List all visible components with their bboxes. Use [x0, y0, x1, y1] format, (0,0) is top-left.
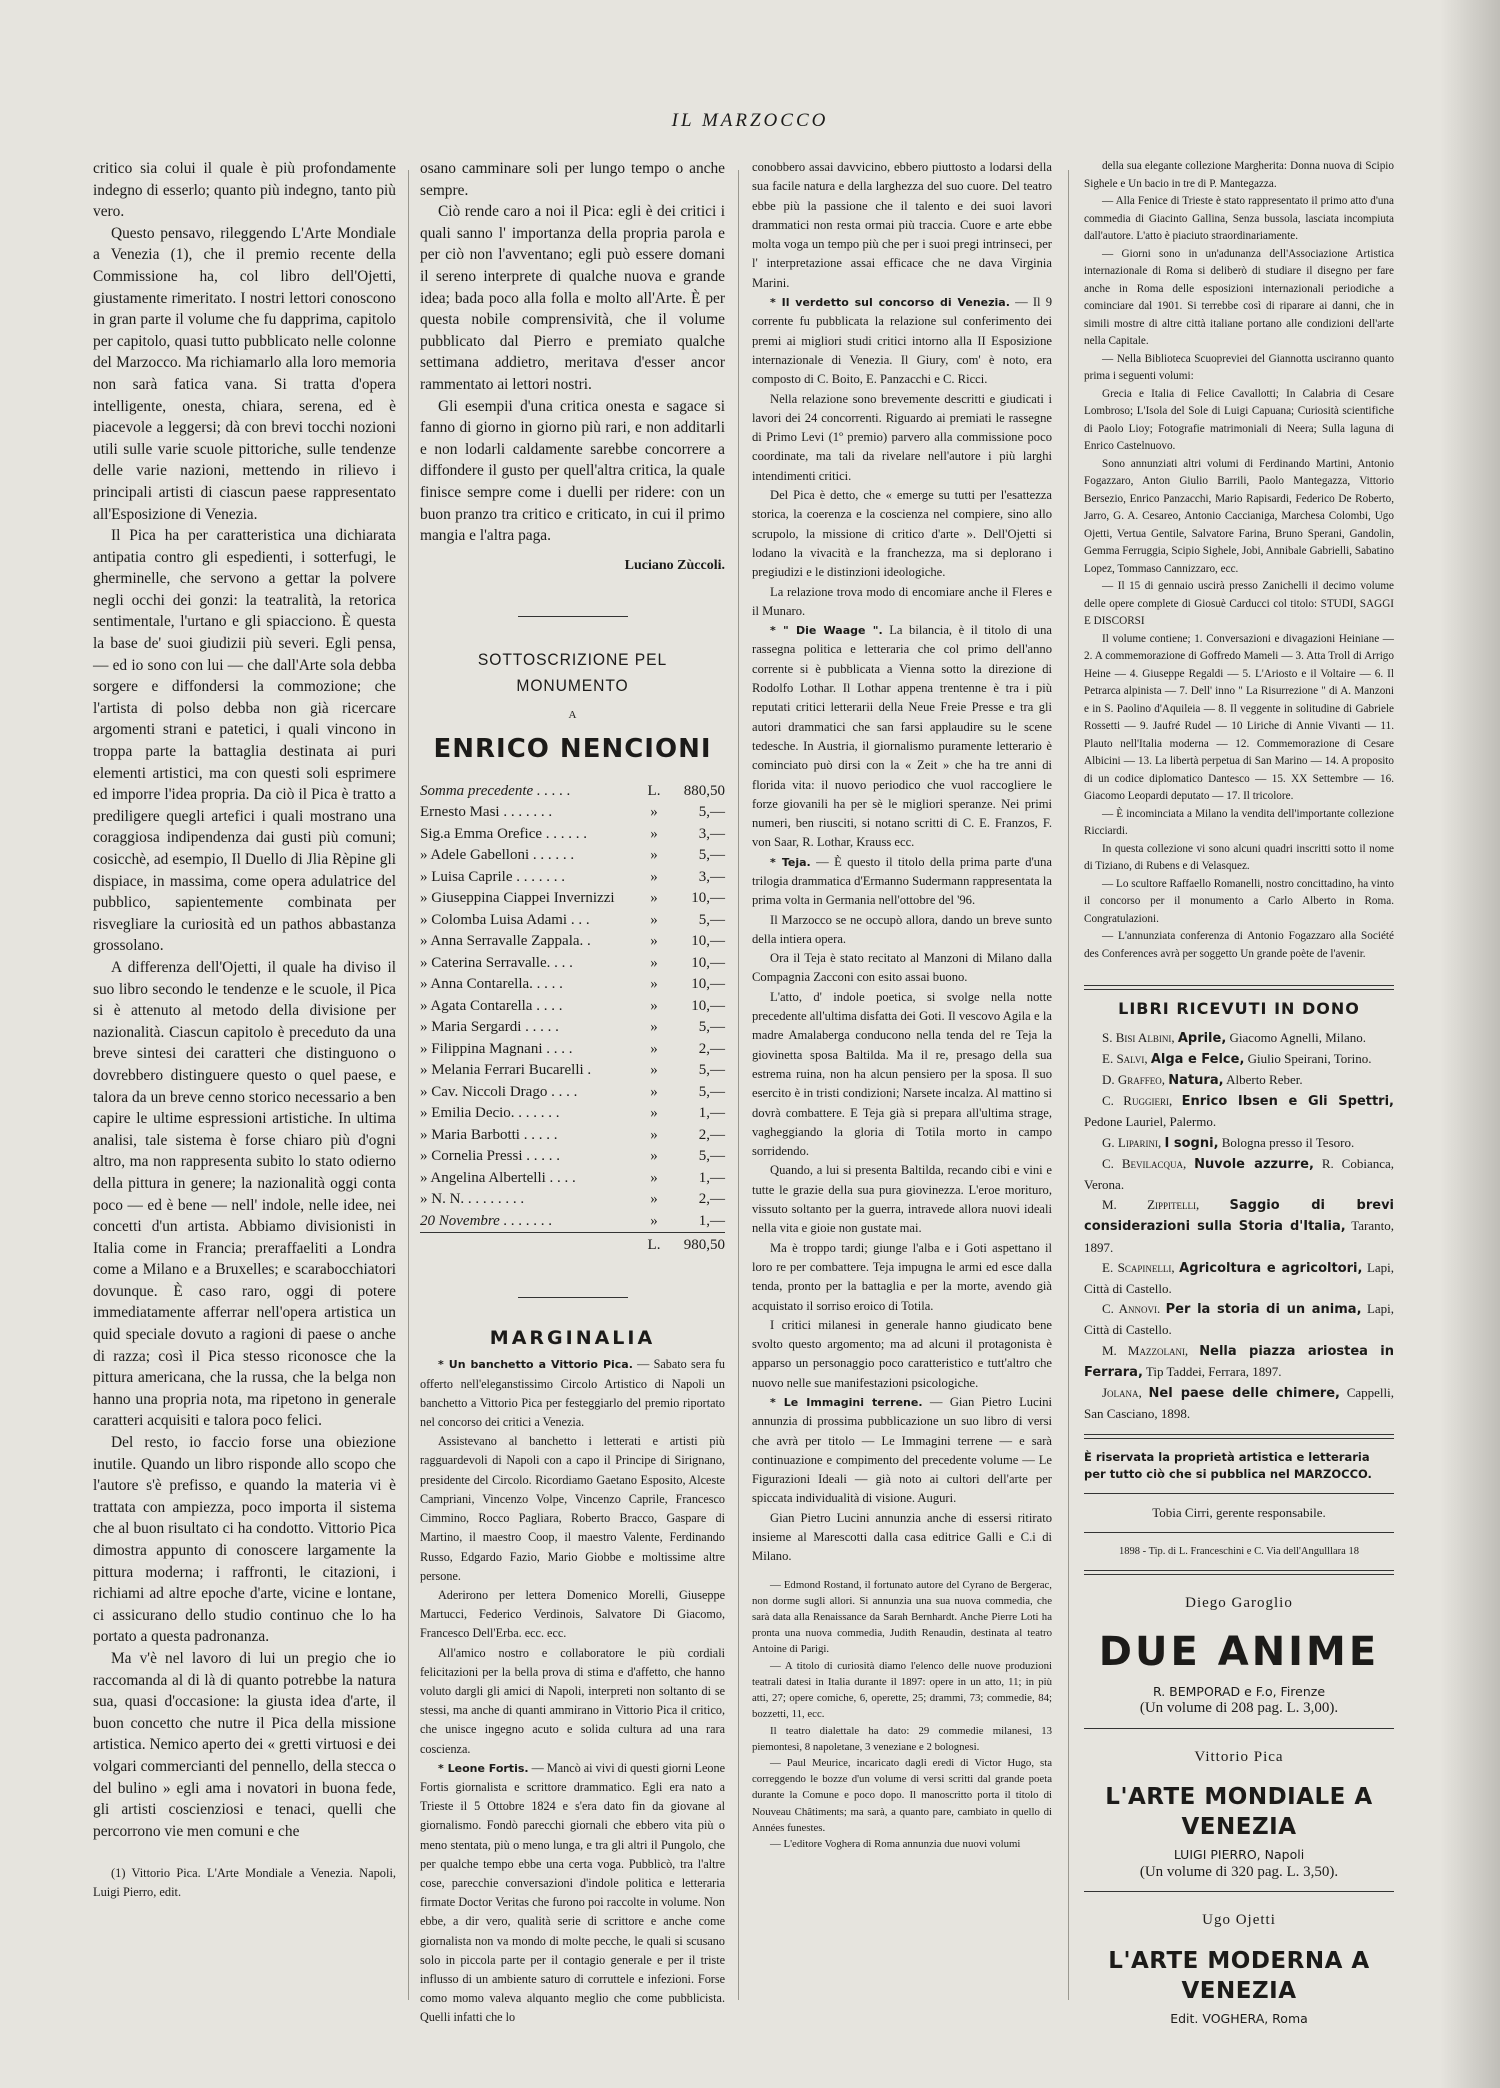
masthead: IL MARZOCCO [671, 110, 829, 131]
subscription-row [420, 1189, 725, 1211]
book-publisher: Lapi, Città di Castello. [1084, 1259, 1395, 1296]
subscription-row [420, 931, 725, 953]
book-entry [1084, 1341, 1394, 1383]
article-paragraph [752, 1393, 1052, 1509]
currency-mark: » [650, 976, 658, 993]
article-paragraph: A differenza dell'Ojetti, il quale ha diviso il suo libro secondo le tendenze e le scuole, il Pica si è attenuto al metodo della divisione per nazionalità. Ciascun capitolo è preceduto da una breve sintesi dei caratteri che distinguono o dovrebbero distinguere questo o quel paese, e talora da un breve cenno storico necessario a ben capire le ultime espressioni artistiche. In ultima analisi, tale sistema è forse chiaro più d'ogni altro, ma non rappresenta subito lo stato odierno della pittura in genere; la nazionalità oggi conta poco — ed è bene — nell' indole, nelle idee, nei concetti d'un artista. Abbiamo divisionisti in Italia come in Francia; preraffaeliti a Londra come a Milano e a Bruxelles; e scarabocchiatori dovunque. È caso raro, oggi di potere immediatamente afferrar nell'opera artistica un quid speciale dovuto a ragioni di paese o anche di razza; così il Pica stesso riconosce che la pittura americana, che la russa, che la belga non hanno una propria nota, ma ripetono in generale caratteri acquisiti e talora poco felici. [93, 958, 396, 1430]
ad-author: Ugo Ojetti [1202, 1912, 1276, 1929]
marginalia-list [420, 1355, 725, 2027]
amount: 880,50 [683, 782, 725, 799]
subscription-row [420, 996, 725, 1018]
brief-note: della sua elegante collezione Margherita: Donna nuova di Scipio Sighele e Un bacio in tre di P. Mantegazza. [1084, 160, 1394, 190]
subscription-heading: SOTTOSCRIZIONE PEL MONUMENTO [477, 650, 668, 696]
section-divider [1084, 985, 1394, 990]
amount: 5,— [698, 847, 725, 864]
marginalia-text: — Mancò ai vivi di questi giorni Leone Fortis giornalista e scrittore drammatico. Egli era nato a Trieste il 5 Ottobre 1824 e s'era dato fin da giovane al giornalismo. Fondò parecchi giornali che ebbero vita più o meno stentata, più o meno lunga, e tra gli altri il Pungolo, che per qualche tempo ebbe una certa voga. Pubblicò, tra l'altre cose, parecchie conversazioni d'indole politica e letteraria firmate Doctor Veritas che furono poi raccolte in volume. Non ebbe, a dir vero, qualità serie di scrittore e anche come giornalista non va mondo di molte pecche, le quali si scusano solo in piccola parte per il contagio generale e per il triste influsso di un ambiente saturo di corruttele e infezioni. Forse como momo valeva alquanto meglio che come pubblicista. Quelli infatti che lo [420, 1760, 725, 2025]
amount: 5,— [698, 1062, 725, 1079]
book-author: E. Salvi, [1102, 1050, 1148, 1066]
currency-mark: » [650, 1019, 658, 1036]
amount: 2,— [698, 1040, 725, 1057]
book-publisher: Taranto, 1897. [1084, 1218, 1395, 1255]
article-paragraph: Del resto, io faccio forse una obiezione inutile. Quando un libro risponde allo scopo che l'autore s'è prefisso, e quando la materia vi è trattata con ampiezza, poco importa il sistema che al buon risultato ci ha condotto. Vittorio Pica dimostra appunto di conoscere largamente la pittura moderna; i raffronti, le citazioni, i richiami ad altre epoche d'arte, vicine e lontane, ci assicurano dello studio continuo che lo ha portato a questa padronanza. [93, 1434, 396, 1646]
subscription-row [420, 1017, 725, 1039]
currency-mark: » [650, 1148, 658, 1165]
book-publisher: Giacomo Agnelli, Milano. [1229, 1029, 1367, 1045]
ad-publisher: LUIGI PIERRO, Napoli [1173, 1847, 1305, 1863]
subscription-row [420, 953, 725, 975]
currency-mark: » [650, 890, 658, 907]
currency-mark: » [650, 997, 658, 1014]
book-title: Nella piazza ariostea in Ferrara, [1084, 1343, 1394, 1380]
amount: 10,— [691, 890, 725, 907]
article-paragraph: Ma v'è nel lavoro di lui un pregio che io raccomanda al di là di quanto potrebbe la natura sua, quasi d'occasione: la giusta idea d'arte, il buon concetto che nutre il Pica della missione artistica. Nemico aperto dei « gretti virtuosi e dei volgari commercianti del pennello, della stecca o del bulino » egli ama i novatori in buona fede, gli artisti coscienziosi e tenaci, quelli che percorrono vie men comuni e che [93, 1649, 396, 1840]
book-entry [1084, 1195, 1394, 1258]
book-publisher: R. Cobianca, Verona. [1084, 1155, 1395, 1192]
amount: 2,— [698, 1191, 725, 1208]
news-text: conobbero assai davvicino, ebbero piuttosto a lodarsi della sua facile natura e della larghezza del suo cuore. Del teatro ebbe più la passione che il talento e dei suoi lavori drammatici non resta ormai più traccia. Cuore e arte ebbe molta voga un tempo più che per i suoi pregi intrinseci, per l' interpretazione assai efficace che ne dava Virginia Marini. [752, 160, 1052, 290]
news-text: — Gian Pietro Lucini annunzia di prossima pubblicazione un suo libro di versi che avrà per titolo — Le Immagini terrene — e sarà continuazione e compimento del precedente volume — Le Figurazioni Ideali — già noto ai cultori dell'arte per spiccata individualità di visione. Auguri. [752, 1395, 1052, 1506]
ad-author: Diego Garoglio [1185, 1595, 1293, 1612]
brief-note: Grecia e Italia di Felice Cavallotti; In Calabria di Cesare Lombroso; L'Isola del Sole di Luigi Capuana; Curiosità scientifiche di Paolo Lioy; Fotografie matrimoniali di Neera; Sulla laguna di Enrico Castelnuovo. [1084, 387, 1394, 452]
brief-note: — Nella Biblioteca Scuopreviei del Giannotta usciranno quanto prima i seguenti volumi: [1084, 352, 1394, 382]
footnote: (1) Vittorio Pica. L'Arte Mondiale a Venezia. Napoli, Luigi Pierro, edit. [93, 1866, 396, 1900]
book-author: S. Bisi Albini, [1102, 1029, 1175, 1045]
marginalia-item [420, 1355, 725, 1432]
subscriber-name: » Anna Serravalle Zappala. . [420, 933, 591, 950]
book-entry [1084, 1049, 1394, 1070]
news-lead: * Il verdetto sul concorso di Venezia. [770, 296, 1010, 310]
book-title: Per la storia di un anima, [1165, 1302, 1362, 1318]
currency-mark: » [650, 1083, 658, 1100]
marginalia-text: All'amico nostro e collaboratore le più cordiali felicitazioni per la bella prova di stima e d'affetto, che hanno voluto dargli gli amici di Napoli, interpreti non soltanto di se stessi, ma anche di quanti ammirano in Vittorio Pica il critico, che unisce ingegno acuto e solida cultura ad una rara coscienza. [420, 1645, 725, 1756]
subscriber-name: » Angelina Albertelli . . . . [420, 1169, 576, 1186]
subscription-table [420, 781, 725, 1257]
book-entry [1084, 1299, 1394, 1340]
book-author: Jolana, [1102, 1384, 1142, 1400]
article-paragraph [752, 853, 1052, 911]
article-paragraph [752, 486, 1052, 582]
book-author: E. Scapinelli, [1102, 1259, 1175, 1275]
news-text: Gian Pietro Lucini annunzia anche di essersi ritirato insieme al Marescotti dalla casa editrice Galli e C.i di Milano. [752, 1510, 1052, 1564]
column-rule [408, 170, 409, 2000]
section-divider [518, 616, 628, 617]
ad-title: L'ARTE MODERNA A VENEZIA [1108, 1947, 1370, 2004]
article-paragraph [752, 158, 1052, 293]
currency-mark: » [650, 1169, 658, 1186]
book-entry [1084, 1091, 1394, 1132]
marginalia-heading: MARGINALIA [489, 1326, 656, 1349]
subscriber-name: » Filippina Magnani . . . . [420, 1040, 573, 1057]
tipografia-line: 1898 - Tip. di L. Franceschini e C. Via dell'Angulllara 18 [1119, 1545, 1359, 1557]
marginalia-lead: * Un banchetto a Vittorio Pica. [438, 1358, 633, 1372]
currency-mark: » [650, 1126, 658, 1143]
subscription-row [420, 974, 725, 996]
book-entry [1084, 1383, 1394, 1424]
ad-title: DUE ANIME [1098, 1628, 1380, 1675]
ad-publisher: Edit. VOGHERA, Roma [1170, 2010, 1308, 2026]
amount: 5,— [698, 1083, 725, 1100]
brief-note: — Edmond Rostand, il fortunato autore del Cyrano de Bergerac, non dorme sugli allori. Si annunzia una sua nuova commedia, che sarà data alla Renaissance da Sarah Bernhardt. Anche Pierre Loti ha pronta una nuova commedia, Judith Renaudin, destinata al teatro Antoine di Parigi. [752, 1578, 1052, 1656]
news-lead: * Le Immagini terrene. [770, 1396, 923, 1409]
book-publisher: Cappelli, San Casciano, 1898. [1084, 1384, 1394, 1422]
news-text: — È questo il titolo della prima parte d'una trilogia drammatica d'Ermanno Sudermann rappresentata la prima volta in Germania nell'ottobre del '96. [752, 854, 1052, 908]
ad-due-anime [1084, 1595, 1394, 1718]
article-paragraph [752, 293, 1052, 389]
rights-notice: È riservata la proprietà artistica e letteraria per tutto ciò che si pubblica nel MARZOCCO. [1084, 1450, 1372, 1482]
subscription-row [420, 824, 725, 846]
book-publisher: Lapi, Città di Castello. [1084, 1301, 1395, 1338]
total-amount: 980,50 [665, 1233, 725, 1257]
column-4 [1084, 158, 1395, 2026]
subscriber-name: » Agata Contarella . . . . [420, 997, 563, 1014]
article-paragraph: osano camminare soli per lungo tempo o anche sempre. [420, 160, 725, 199]
marginalia-text: Assistevano al banchetto i letterati e artisti più ragguardevoli di Napoli con a capo il Principe di Sirignano, presidente del Circolo. Ricordiamo Gaetano Esposito, Alceste Campriani, Vincenzo Volpe, Vincenzo Caprile, Francesco Cimmino, Rocco Pagliara, Roberto Bracco, Gaspare di Martino, il maestro Coop, il maestro Valente, Ferdinando Russo, Edgardo Fazio, Mario Giobbe e moltissime altre persone. [420, 1434, 725, 1583]
book-title: Nel paese delle chimere, [1148, 1385, 1340, 1401]
subscriber-name: Somma precedente . . . . . [420, 782, 571, 799]
article-paragraph [752, 1316, 1052, 1393]
book-author: C. Ruggieri, [1102, 1093, 1173, 1109]
article-paragraph [752, 911, 1052, 950]
section-divider [1084, 1728, 1394, 1729]
book-title: Nuvole azzurre, [1194, 1156, 1314, 1172]
column-3-items [752, 158, 1052, 1567]
brief-note: — Il 15 di gennaio uscirà presso Zanichelli il decimo volume delle opere complete di Giosuè Carducci col titolo: STUDI, SAGGI E DISCORSI [1084, 580, 1394, 627]
libri-list [1084, 1028, 1394, 1425]
book-publisher: Alberto Reber. [1226, 1071, 1303, 1087]
article-paragraph [752, 988, 1052, 1162]
subscriber-name: » Caterina Serravalle. . . . [420, 954, 573, 971]
news-lead: * " Die Waage ". [770, 624, 883, 638]
subscriber-name: » Melania Ferrari Bucarelli . [420, 1062, 592, 1079]
subscriber-name: Ernesto Masi . . . . . . . [420, 804, 553, 821]
brief-note: — È incominciata a Milano la vendita dell'importante collezione Ricciardi. [1084, 807, 1394, 837]
ad-arte-moderna [1084, 1912, 1394, 2027]
subscription-row [420, 1039, 725, 1061]
subscription-row [420, 1168, 725, 1190]
article-paragraph: critico sia colui il quale è più profondamente indegno di esserlo; quanto più indegno, tanto più vero. [93, 160, 396, 221]
currency-mark: » [650, 933, 658, 950]
currency-mark: » [650, 1105, 658, 1122]
subscriber-name: » Cornelia Pressi . . . . . [420, 1148, 560, 1165]
article-paragraph [752, 1509, 1052, 1567]
column-2 [420, 158, 725, 2025]
section-divider [1084, 1532, 1394, 1533]
amount: 2,— [698, 1126, 725, 1143]
section-divider [518, 1297, 628, 1298]
brief-note: — Alla Fenice di Trieste è stato rappresentato il primo atto d'una commedia di Giacinto Gallina, Senza bussola, lasciata incompiuta dall'autore. L'atto è piaciuto straordinariamente. [1084, 195, 1394, 242]
subscriber-name: 20 Novembre . . . . . . . [420, 1212, 553, 1229]
book-title: I sogni, [1164, 1135, 1219, 1151]
brief-note: Il teatro dialettale ha dato: 29 commedie milanesi, 13 piemontesi, 8 napoletane, 3 veneziane e 2 bolognesi. [752, 1724, 1052, 1753]
column-1 [93, 158, 396, 2008]
book-author: G. Liparini, [1102, 1134, 1162, 1150]
amount: 5,— [698, 804, 725, 821]
currency-mark: » [650, 954, 658, 971]
amount: 3,— [698, 868, 725, 885]
currency-mark: » [650, 825, 658, 842]
currency-mark: L. [643, 1233, 665, 1257]
news-text: Quando, a lui si presenta Baltilda, recando cibi e vini e tutte le grazie della sua pura giovinezza. L'eroe morituro, vissuto soltanto per la guerra, intravede allora nuovi ideali nella vita e gioie non gustate mai. [752, 1163, 1052, 1236]
book-title: Aprile, [1177, 1030, 1227, 1046]
amount: 10,— [691, 976, 725, 993]
subscription-name: ENRICO NENCIONI [433, 733, 712, 764]
brief-note: — A titolo di curiosità diamo l'elenco delle nuove produzioni teatrali datesi in Italia durante il 1897: opere in un atto, 11; in più atti, 27; opere comiche, 6, operette, 25; drammi, 73; commedie, 84; bozzetti, 11, ecc. [752, 1659, 1052, 1721]
book-publisher: Pedone Lauriel, Palermo. [1084, 1114, 1217, 1130]
section-divider [1084, 1891, 1394, 1892]
article-paragraph [752, 390, 1052, 486]
subscriber-name: » Cav. Niccoli Drago . . . . [420, 1083, 578, 1100]
amount: 5,— [698, 911, 725, 928]
subscription-row [420, 888, 725, 910]
book-publisher: Bologna presso il Tesoro. [1221, 1134, 1355, 1150]
book-entry [1084, 1154, 1394, 1195]
section-divider [1084, 1434, 1394, 1439]
article-paragraph [752, 949, 1052, 988]
brief-note: — L'annunziata conferenza di Antonio Fogazzaro alla Société des Conferences avrà per soggetto Un grande poète de l'avenir. [1084, 930, 1394, 960]
book-title: Agricoltura e agricoltori, [1179, 1260, 1363, 1276]
subscription-heading-a: A [568, 709, 577, 722]
column-rule [738, 170, 739, 2000]
gerente-line: Tobia Cirri, gerente responsabile. [1152, 1505, 1326, 1521]
amount: 5,— [698, 1148, 725, 1165]
book-entry [1084, 1028, 1394, 1049]
news-text: Ora il Teja è stato recitato al Manzoni di Milano dalla Compagnia Zacconi con esito assai buono. [752, 951, 1052, 985]
total-spacer [420, 1233, 643, 1257]
subscription-row [420, 1211, 725, 1233]
currency-mark: » [650, 1062, 658, 1079]
currency-mark: » [650, 804, 658, 821]
book-publisher: Giulio Speirani, Torino. [1247, 1050, 1372, 1066]
subscription-row [420, 1146, 725, 1168]
amount: 3,— [698, 825, 725, 842]
article-paragraph [752, 621, 1052, 853]
marginalia-lead: * Leone Fortis. [438, 1761, 529, 1775]
subscription-row [420, 1103, 725, 1125]
book-title: Natura, [1168, 1072, 1224, 1088]
brief-note: — Lo scultore Raffaello Romanelli, nostro concittadino, ha vinto il concorso per il monumento a Carlo Alberto in Roma. Congratulazioni. [1084, 877, 1394, 925]
article-paragraph: Gli esempii d'una critica onesta e sagace si fanno di giorno in giorno più rari, e non additarli e non lodarli caldamente sarebbe concorrere a diffondere il gusto per quell'altra critica, la quale finisce sempre come i duelli per ridere: con un buon pranzo tra critico e criticato, in cui il primo mangia e l'altra paga. [420, 397, 725, 545]
book-title: Enrico Ibsen e Gli Spettri, [1181, 1094, 1394, 1110]
brief-note: In questa collezione vi sono alcuni quadri inscritti sotto il nome di Tiziano, di Rubens e di Velasquez. [1084, 842, 1394, 872]
amount: 1,— [698, 1105, 725, 1122]
subscriber-name: » Maria Barbotti . . . . . [420, 1126, 558, 1143]
currency-mark: » [650, 1191, 658, 1208]
subscription-row [420, 781, 725, 803]
subscriber-name: » Luisa Caprile . . . . . . . [420, 868, 565, 885]
subscriber-name: » Maria Sergardi . . . . . [420, 1019, 559, 1036]
currency-mark: » [650, 1040, 658, 1057]
brief-note: Sono annunziati altri volumi di Ferdinando Martini, Antonio Fogazzaro, Anton Giulio Barrili, Paolo Mantegazza, Vittorio Bersezio, Enrico Panzacchi, Mario Rapisardi, Federico De Roberto, Jarro, G. A. Cesareo, Antonio Caccianiga, Marchesa Colombi, Ugo Ojetti, Vertua Gentile, Salvatore Farina, Bruno Sperani, Gandolin, Gemma Ferruggia, Scipio Sighele, Jobi, Annibale Gabrielli, Sabatino Lopez, Tommaso Cannizzaro, ecc. [1084, 457, 1394, 575]
article-paragraph [752, 1161, 1052, 1238]
brief-note: — Giorni sono in un'adunanza dell'Associazione Artistica internazionale di Roma si deliberò di studiare il disegno per fare anche in Roma delle esposizioni internazionali periodiche a cominciare dal 1901. Si terrebbe così di riparare ai danni, che in simili mostre di altre città italiane portano alle condizioni dell'arte nella Capitale. [1084, 247, 1394, 347]
subscriber-name: » Colomba Luisa Adami . . . [420, 911, 590, 928]
marginalia-item [420, 1644, 725, 1759]
brief-note: — L'editore Voghera di Roma annunzia due nuovi volumi [770, 1837, 1021, 1850]
amount: 10,— [691, 933, 725, 950]
ad-author: Vittorio Pica [1194, 1748, 1284, 1765]
subscription-row [420, 802, 725, 824]
libri-heading: LIBRI RICEVUTI IN DONO [1118, 999, 1360, 1018]
article-paragraph: Questo pensavo, rileggendo L'Arte Mondiale a Venezia (1), che il premio recente della Commissione ha, col libro dell'Ojetti, giustamente rimeritato. I nostri lettori conoscono in gran parte il volume che fu dapprima, capitolo per capitolo, quasi tutto pubblicato nelle colonne del Marzocco. Ma richiamarlo alla loro memoria non sarà fatica vana. Si tratta d'opera intelligente, onesta, chiara, serena, ed è piacevole a leggersi; dà con brevi tocchi nozioni utili sulle varie scuole pittoriche, sulle tendenze delle varie nazioni, mettendo in rilievo i principali artisti di ciascun paese rappresentato all'Esposizione di Venezia. [93, 224, 396, 523]
subscriber-name: » Giuseppina Ciappei Invernizzi [420, 890, 615, 907]
marginalia-item [420, 1432, 725, 1586]
amount: 1,— [698, 1212, 725, 1229]
news-text: Nella relazione sono brevemente descritti e giudicati i lavori dei 24 concorrenti. Riguardo ai premiati le rassegne di Primo Levi (1º premio) parvero alla commissione poco coordinate, ma tali da rivelare nell'autore i più larghi intendimenti critici. [752, 391, 1052, 483]
marginalia-text: — Sabato sera fu offerto nell'eleganstissimo Circolo Artistico di Napoli un banchetto a Vittorio Pica per festeggiarlo del premio riportato nel concorso dei critici a Venezia. [420, 1357, 725, 1430]
news-text: Il Marzocco se ne occupò allora, dando un breve sunto della intiera opera. [752, 912, 1052, 946]
ad-title: L'ARTE MONDIALE A VENEZIA [1105, 1784, 1373, 1841]
subscriber-name: » Emilia Decio. . . . . . . [420, 1105, 560, 1122]
marginalia-item [420, 1759, 725, 2028]
section-divider [1084, 1570, 1394, 1575]
book-author: C. Annovi. [1102, 1301, 1161, 1317]
brief-note: — Paul Meurice, incaricato dagli eredi di Victor Hugo, sta correggendo le bozze d'un volume di versi scritti dal grande poeta durante la Comune e poco dopo. Il manoscritto porta il titolo di Nouveau Châtiments; ma sarà, a quanto pare, cambiato in quello di Années funestes. [752, 1756, 1052, 1834]
book-entry [1084, 1133, 1394, 1154]
news-text: La bilancia, è il titolo di una rassegna politica e letteraria che col primo dell'anno corrente si è pubblicata a Vienna sotto la direzione di Rodolfo Lothar. Il Lothar appena trentenne è tra i più reputati critici letterarii della Neue Freie Presse e tra gli autori drammatici che san farsi applaudire su le scene tedesche. In Austria, il giornalismo puramente letterario è cominciato può dirsi con la « Zeit » che ha tre anni di florida vita: il nuovo periodico che vuol raccogliere le forze giovanili ha per sè le migliori speranze. Nei primi numeri, ben riusciti, si notano scritti di C. E. Franzos, F. von Saar, R. Lothar, Krauss ecc. [752, 623, 1052, 850]
currency-mark: » [650, 868, 658, 885]
marginalia-text: Aderirono per lettera Domenico Morelli, Giuseppe Martucci, Federico Verdinois, Salvatore Di Giacomo, Francesco Dell'Erba. ecc. ecc. [420, 1587, 725, 1641]
currency-mark: L. [647, 782, 661, 799]
author-signature: Luciano Zùccoli. [624, 557, 725, 573]
news-lead: * Teja. [770, 855, 811, 869]
column-3-notes [752, 1577, 1052, 1852]
subscription-row [420, 845, 725, 867]
book-entry [1084, 1070, 1394, 1091]
subscriber-name: » Adele Gabelloni . . . . . . [420, 847, 575, 864]
subscription-total [420, 1233, 725, 1257]
news-text: L'atto, d' indole poetica, si svolge nella notte precedente all'ultima disfatta dei Goti. Il vescovo Agila e la madre Amalaberga conducono nella tenda del re Teja la giovinetta sposa Baltilda. Ma il re, presago della sua estrema ruina, non ha alcun pensiero per la sposa. Il suo esercito è in tristi condizioni; Narsete incalza. Al mattino si dovrà combattere. E Teja già si prepara all'ultima strage, vagheggiando la gloria di Totila morto in campo sorridendo. [752, 989, 1052, 1159]
ad-arte-mondiale [1084, 1749, 1394, 1882]
amount: 5,— [698, 1019, 725, 1036]
news-text: Ma è troppo tardi; giunge l'alba e i Goti aspettano il loro re per combattere. Teja impugna le armi ed esce dalla tenda, pronto per la battaglia e per la morte, avendo già acquistato il sorriso eroico di Totila. [752, 1240, 1052, 1313]
book-author: C. Bevilacqua, [1102, 1155, 1187, 1171]
section-divider [1084, 1493, 1394, 1494]
amount: 10,— [691, 997, 725, 1014]
subscriber-name: Sig.a Emma Orefice . . . . . . [420, 825, 588, 842]
ad-publisher: R. BEMPORAD e F.o, Firenze [1152, 1683, 1326, 1699]
brief-note: Il volume contiene; 1. Conversazioni e divagazioni Heiniane — 2. A commemorazione di Goffredo Mameli — 3. Atta Troll di Arrigo Heine — 4. Giuseppe Regaldi — 5. L'Ariosto e il Voltaire — 6. Il Petrarca alpinista — 7. Dell' inno " La Risurrezione " di A. Manzoni e in S. Paolino d'Aquileia — 8. Il veggente in solitudine di Gabriele Rossetti — 9. Jaufré Rudel — 10 Liriche di Annie Vivanti — 11. Plauto nell'Italia moderna — 12. Commemorazione di Cesare Albicini — 13. La libertà perpetua di San Marino — 14. A proposito di un codice diplomatico Dantesco — 15. XX Settembre — 16. Giacomo Leopardi deputato — 17. Il tricolore. [1084, 632, 1394, 802]
currency-mark: » [650, 911, 658, 928]
news-text: La relazione trova modo di encomiare anche il Fleres e il Munaro. [752, 584, 1052, 618]
article-paragraph: Ciò rende caro a noi il Pica: egli è dei critici i quali sanno l' importanza della propria parola e per ciò non l'avventano; egli può essere domani il sereno interprete di qualche nuova e grande idea; bada poco alla folla e molto all'Arte. È per questa nobile comprensività, che il volume pubblicato dal Pierro e premiato qualche settimana addietro, meritava d'esser ancor rammentato ai lettori nostri. [420, 203, 725, 393]
column-4-notes [1084, 158, 1394, 963]
book-author: M. Zippitelli, [1102, 1197, 1200, 1213]
column-3 [752, 158, 1052, 2008]
book-title: Alga e Felce, [1150, 1051, 1245, 1067]
subscription-row [420, 910, 725, 932]
book-publisher: Tip Taddei, Ferrara, 1897. [1145, 1363, 1282, 1379]
currency-mark: » [650, 1212, 658, 1229]
scan-edge-shadow [1440, 0, 1500, 2088]
book-entry [1084, 1258, 1394, 1299]
book-title: Saggio di brevi considerazioni sulla Storia d'Italia, [1084, 1198, 1394, 1235]
currency-mark: » [650, 847, 658, 864]
book-author: D. Graffeo, [1102, 1071, 1166, 1087]
news-text: — Il 9 corrente fu pubblicata la relazione sul conferimento dei premi ai migliori studi critici intorno alla II Esposizione internazionale di Venezia. Il Giury, com' è noto, era composto di C. Boito, E. Panzacchi e C. Ricci. [752, 295, 1052, 387]
ad-volume: (Un volume di 208 pag. L. 3,00). [1139, 1700, 1339, 1717]
news-text: Del Pica è detto, che « emerge su tutti per l'esattezza storica, la coerenza e la coscienza nel compiere, sino allo scrupolo, la missione di critico d'arte ». Dell'Ojetti si lodano la vivacità e la franchezza, ma si deplorano i pregiudizi e le distinzioni ideologiche. [752, 488, 1052, 580]
book-author: M. Mazzolani, [1102, 1342, 1189, 1358]
subscription-row [420, 1082, 725, 1104]
amount: 1,— [698, 1169, 725, 1186]
ad-volume: (Un volume di 320 pag. L. 3,50). [1139, 1863, 1339, 1880]
article-paragraph [752, 583, 1052, 622]
subscriber-name: » Anna Contarella. . . . . [420, 976, 563, 993]
subscription-row [420, 867, 725, 889]
subscription-row [420, 1060, 725, 1082]
amount: 10,— [691, 954, 725, 971]
column-rule [1068, 170, 1069, 2000]
marginalia-item [420, 1586, 725, 1644]
subscription-row [420, 1125, 725, 1147]
news-text: I critici milanesi in generale hanno giudicato bene svolto questo argomento; ma ad alcuni il protagonista è apparso un personaggio poco caratteristico e tutt'altro che nuovo nelle sue manifestazioni psicologiche. [752, 1317, 1052, 1390]
subscriber-name: » N. N. . . . . . . . . [420, 1191, 525, 1208]
article-paragraph: Il Pica ha per caratteristica una dichiarata antipatia contro gli espedienti, i sotterfugi, le gherminelle, che servono a gettar la polvere negli occhi dei gonzi: la teatralità, la retorica sentimentale, l'urtano e gli spiacciono. È questa la base de' suoi giudizii più severi. Egli pensa, — ed io sono con lui — che dall'Arte sola debba sorgere e diffondersi la commozione; che l'artista di polso debba non già ricercare argomenti strani e patetici, i quali vincono in troppa parte la battaglia destinata ai puri elementi artistici, ma con questi soli esprimere ed imporre l'idea propria. Da ciò il Pica è tratto a prediligere quegli artefici i quali mostrano una coraggiosa indipendenza dai gusti più comuni; cosicchè, ad esempio, Il Duello di Jlia Rèpine gli dispiace, in massima, come opera adulatrice del pubblico, sapientemente combinata per risvegliare la curiosità ed un pathos abbastanza grossolano. [93, 527, 396, 955]
article-paragraph [752, 1239, 1052, 1316]
